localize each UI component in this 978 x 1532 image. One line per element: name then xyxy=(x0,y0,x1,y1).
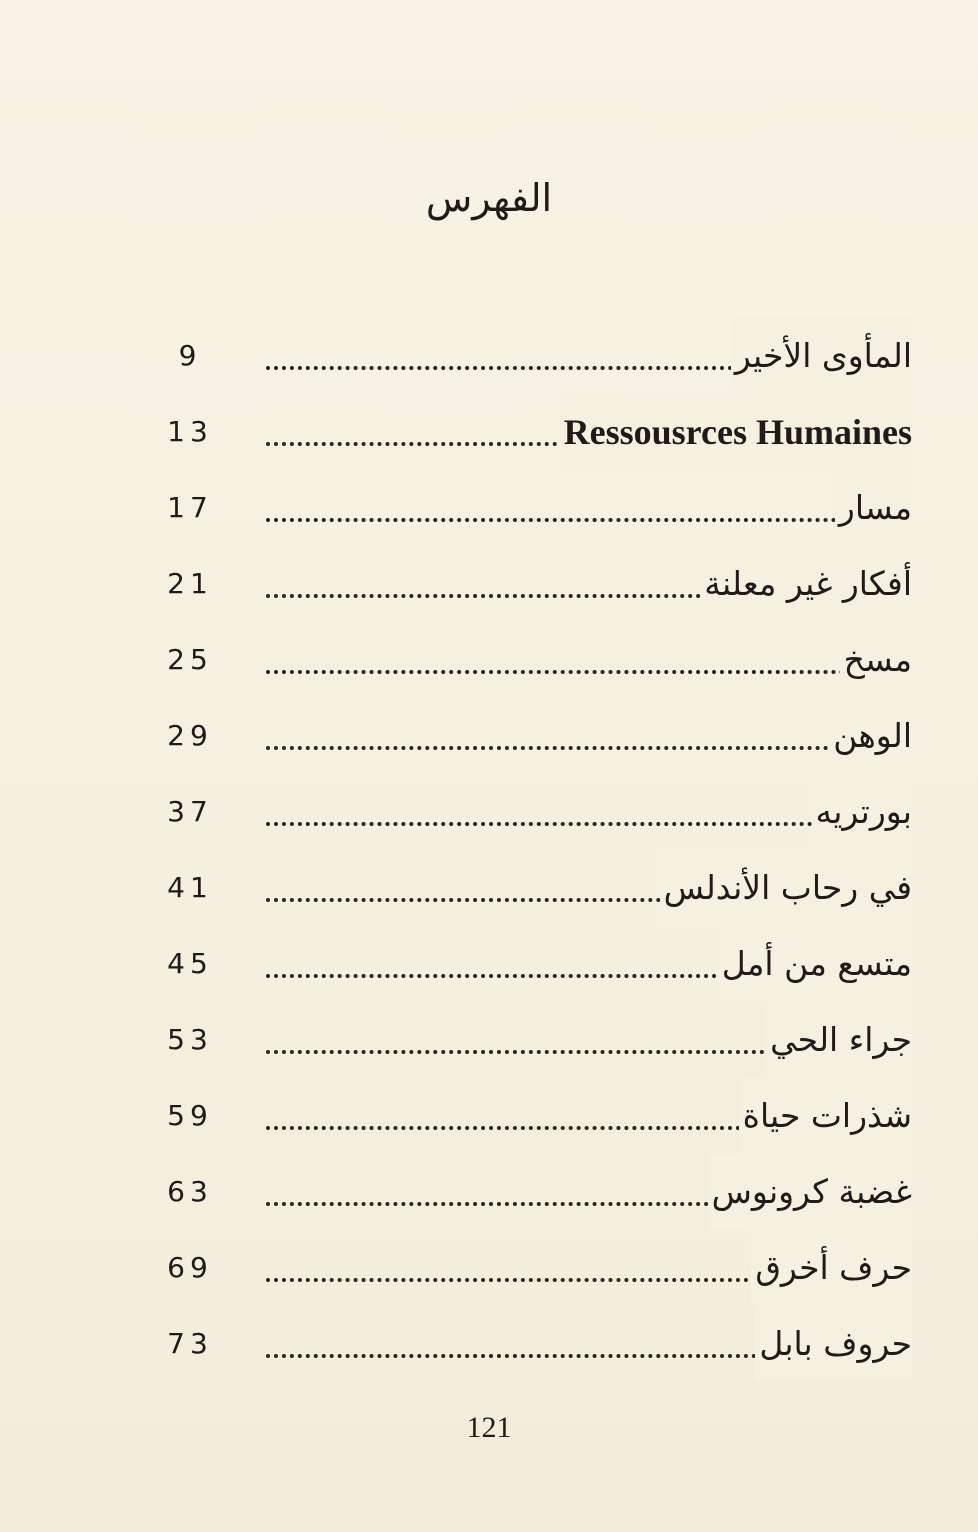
toc-entry-page: 17 xyxy=(167,491,213,524)
toc-entry-title: بورتريه xyxy=(812,774,912,850)
toc-entry xyxy=(0,1002,978,1078)
toc-entry-page: 45 xyxy=(167,947,213,980)
toc-entry xyxy=(0,774,978,850)
toc-entry-page: 53 xyxy=(167,1023,213,1056)
toc-entry-title: متسع من أمل xyxy=(718,926,912,1002)
toc-entry xyxy=(0,470,978,546)
toc-entry xyxy=(0,850,978,926)
dot-leader xyxy=(266,518,908,522)
toc-entry xyxy=(0,1154,978,1230)
toc-entry-title: مسار xyxy=(835,470,912,546)
toc-entry-page: 13 xyxy=(167,415,213,448)
dot-leader xyxy=(266,670,908,674)
toc-entry-page: 37 xyxy=(167,795,213,828)
toc-entry-page: 9 xyxy=(178,339,202,372)
toc-entry-page: 41 xyxy=(167,871,213,904)
toc-entry-title: جراء الحي xyxy=(766,1002,912,1078)
toc-entry-title: Ressousrces Humaines xyxy=(560,394,912,470)
toc-entry xyxy=(0,1230,978,1306)
toc-entry-title: حرف أخرق xyxy=(751,1230,912,1306)
toc-entry-title: المأوى الأخير xyxy=(731,318,912,394)
page-title: الفهرس xyxy=(425,176,553,220)
toc-entry-title: شذرات حياة xyxy=(739,1078,912,1154)
toc-entry-title: مسخ xyxy=(840,622,912,698)
toc-entry xyxy=(0,394,978,470)
toc-entry-page: 73 xyxy=(167,1327,213,1360)
toc-entry-page: 59 xyxy=(167,1099,213,1132)
toc-entry xyxy=(0,698,978,774)
toc-entry-title: حروف بابل xyxy=(755,1306,912,1382)
table-of-contents xyxy=(0,318,978,1382)
toc-entry xyxy=(0,546,978,622)
toc-entry xyxy=(0,622,978,698)
toc-entry-title: الوهن xyxy=(829,698,912,774)
toc-entry-title: أفكار غير معلنة xyxy=(700,546,912,622)
toc-entry-page: 25 xyxy=(167,643,213,676)
toc-entry-title: في رحاب الأندلس xyxy=(660,850,912,926)
toc-entry xyxy=(0,1306,978,1382)
toc-entry xyxy=(0,318,978,394)
toc-entry xyxy=(0,926,978,1002)
page-number: 121 xyxy=(466,1411,512,1444)
toc-entry xyxy=(0,1078,978,1154)
dot-leader xyxy=(266,746,908,750)
toc-entry-page: 29 xyxy=(167,719,213,752)
toc-entry-page: 69 xyxy=(167,1251,213,1284)
toc-entry-page: 63 xyxy=(167,1175,213,1208)
toc-entry-title: غضبة كرونوس xyxy=(708,1154,912,1230)
toc-entry-page: 21 xyxy=(167,567,213,600)
